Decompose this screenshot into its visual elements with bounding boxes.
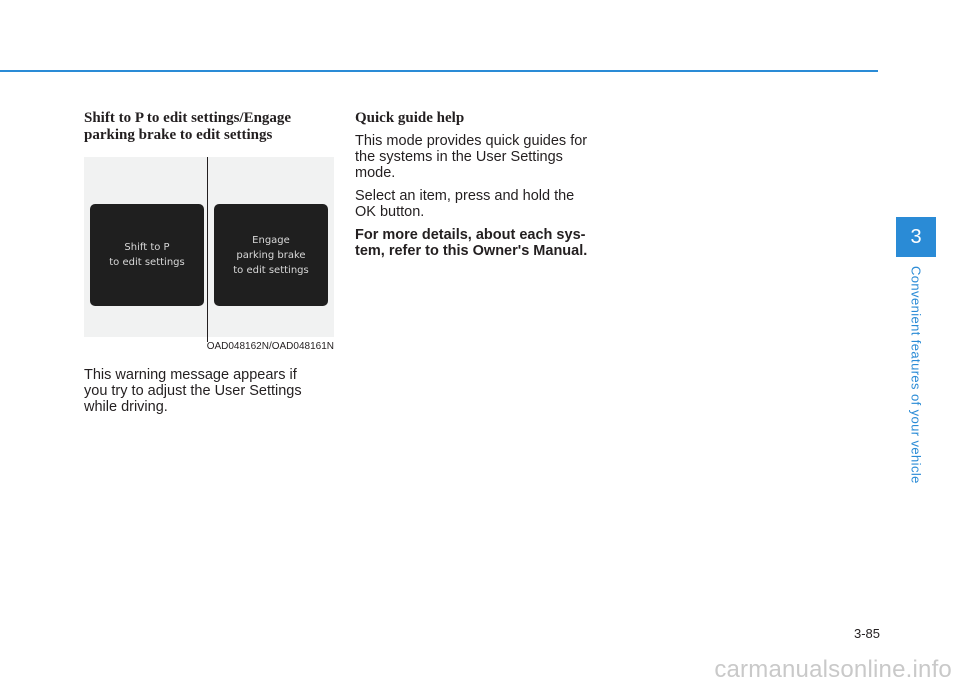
watermark: carmanualsonline.info — [714, 656, 952, 683]
warning-description — [84, 367, 334, 415]
figure-divider — [207, 157, 208, 342]
right-column — [355, 110, 605, 259]
screen-text-line: Shift to P — [124, 242, 170, 253]
figure-caption: OAD048162N/OAD048161N — [206, 341, 334, 352]
body-line: OK button. — [355, 204, 425, 220]
body-line: This mode provides quick guides for — [355, 133, 588, 149]
quick-guide-paragraph-2 — [355, 188, 605, 220]
heading-line-1: Shift to P to edit settings/Engage — [84, 110, 292, 126]
section-heading-shift-to-p — [84, 110, 334, 144]
body-line: you try to adjust the User Settings — [84, 383, 302, 399]
body-line: This warning message appears if — [84, 367, 297, 383]
body-line: Select an item, press and hold the — [355, 188, 575, 204]
body-line: tem, refer to this Owner's Manual. — [355, 243, 588, 259]
body-line: while driving. — [84, 399, 168, 415]
screen-text-line: to edit settings — [233, 264, 309, 276]
body-line: For more details, about each sys- — [355, 227, 586, 243]
top-rule — [0, 70, 878, 72]
warning-message-figure — [84, 157, 334, 337]
engage-parking-brake-screen — [214, 204, 328, 306]
shift-to-p-screen — [90, 204, 204, 306]
page-number: 3-85 — [853, 626, 880, 641]
chapter-title: Convenient features of your vehicle — [908, 266, 924, 484]
section-heading-quick-guide: Quick guide help — [355, 110, 465, 126]
screen-text-line: Engage — [252, 234, 290, 246]
quick-guide-paragraph-1 — [355, 133, 605, 181]
body-line: the systems in the User Settings — [355, 149, 563, 165]
heading-line-2: parking brake to edit settings — [84, 127, 273, 143]
screen-text-line: parking brake — [236, 249, 306, 261]
screen-text-line: to edit settings — [109, 257, 185, 268]
left-column — [84, 110, 334, 144]
body-line: mode. — [355, 165, 396, 181]
left-body — [84, 367, 334, 415]
quick-guide-paragraph-3 — [355, 227, 605, 259]
chapter-number-tab: 3 — [896, 217, 936, 257]
